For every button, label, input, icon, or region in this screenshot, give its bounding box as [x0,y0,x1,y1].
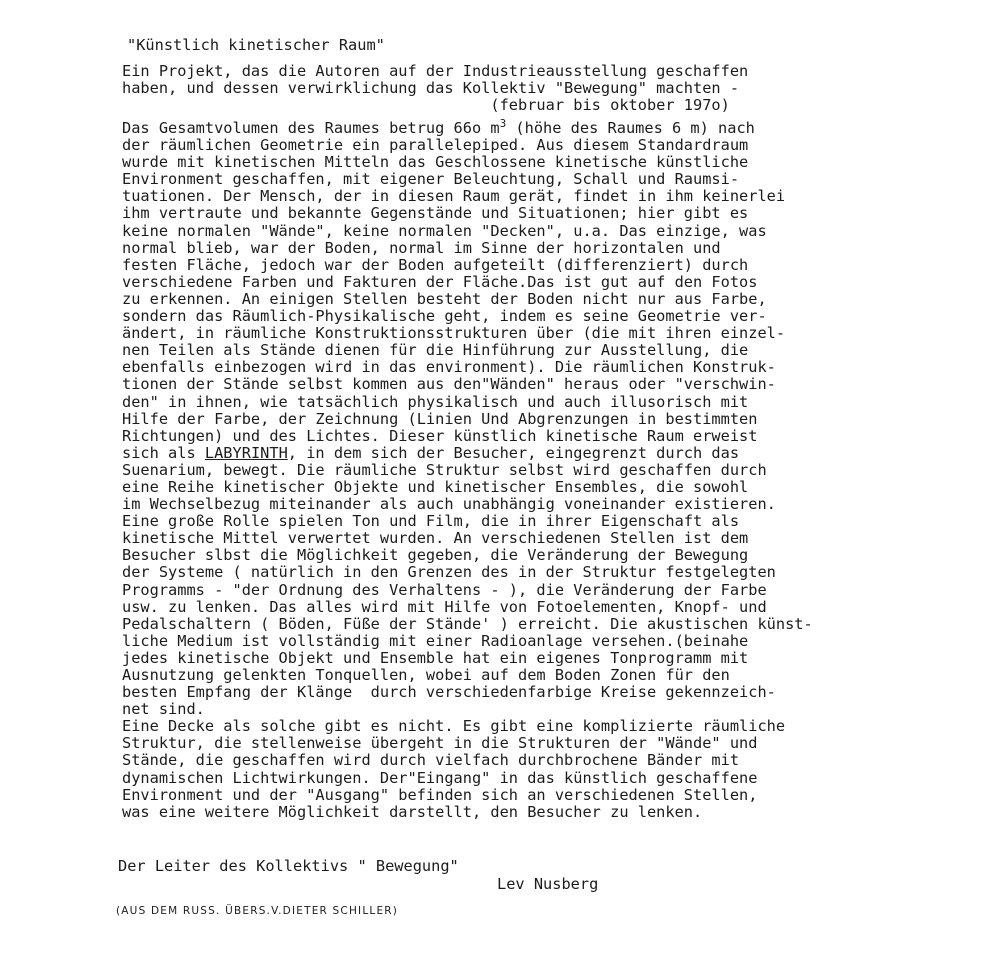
body-line: keine normalen "Wände", keine normalen "Decken", u.a. Das einzige, was [122,221,767,240]
volume-text-rest: (höhe des Raumes 6 m) nach [506,119,755,137]
body-line: kinetische Mittel verwertet wurden. An verschiedenen Stellen ist dem [122,529,749,548]
body-line: der Systeme ( natürlich in den Grenzen des in der Struktur festgelegten [122,563,776,582]
cubic-superscript: 3 [499,117,507,130]
body-line: Hilfe der Farbe, der Zeichnung (Linien Und Abgrenzungen in bestimmten [122,409,758,428]
body-line: normal blieb, war der Boden, normal im Sinne der horizontalen und [122,238,721,257]
body-line: Pedalschaltern ( Böden, Füße der Stände' ) erreicht. Die akustischen künst- [122,614,813,633]
intro-paragraph [122,63,748,114]
body-line: ändert, in räumliche Konstruktionsstrukturen über (die mit ihren einzel- [122,324,786,343]
intro-line: (februar bis oktober 197o) [122,96,730,115]
document-title: "Künstlich kinetischer Raum" [127,36,385,54]
body-line: Environment geschaffen, mit eigener Beleuchtung, Schall und Raumsi- [122,170,740,189]
body-line: Programms - "der Ordnung des Verhaltens - ), die Veränderung der Farbe [122,580,767,599]
body-line: Suenarium, bewegt. Die räumliche Struktur selbst wird geschaffen durch [122,460,767,479]
body-line-labyrinth [122,445,813,462]
body-line: Besucher slbst die Möglichkeit gegeben, die Veränderung der Bewegung [122,546,749,565]
body-line: tionen der Stände selbst kommen aus den"Wänden" heraus oder "verschwin- [122,375,776,394]
body-line: ihm vertraute und bekannte Gegenstände und Situationen; hier gibt es [122,204,749,223]
signature-name: Lev Nusberg [497,875,599,893]
translator-footnote: (AUS DEM RUSS. ÜBERS.V.DIETER SCHILLER) [116,905,399,917]
intro-line: haben, und dessen verwirklichung das Kollektiv "Bewegung" machten - [122,79,740,98]
labyrinth-pre: sich als [122,443,205,462]
body-line: Ausnutzung gelenkten Tonquellen, wobei auf dem Boden Zonen für den [122,666,730,684]
labyrinth-word: LABYRINTH [204,443,288,462]
body-line: wurde mit kinetischen Mitteln das Geschlossene kinetische künstliche [122,153,749,172]
body-line: tuationen. Der Mensch, der in diesen Raum gerät, findet in ihm keinerlei [122,187,786,206]
body-line: Struktur, die stellenweise übergeht in die Strukturen der "Wände" und [122,734,758,753]
body-line: im Wechselbezug miteinander als auch unabhängig voneinander existieren. [122,495,776,514]
body-line: Environment und der "Ausgang" befinden sich an verschiedenen Stellen, [122,785,758,804]
body-line: den" in ihnen, wie tatsächlich physikalisch und auch illusorisch mit [122,392,749,411]
body-line: festen Fläche, jedoch war der Boden aufgeteilt (differenziert) durch [122,255,749,274]
body-line: net sind. [122,700,205,719]
body-line: liche Medium ist vollständig mit einer Radioanlage versehen.(beinahe [122,631,749,650]
body-line: eine Reihe kinetischer Objekte und kinetischer Ensembles, die sowohl [122,477,749,496]
body-line: Eine große Rolle spielen Ton und Film, die in ihrer Eigenschaft als [122,512,740,531]
body-line: verschiedene Farben und Fakturen der Fläche.Das ist gut auf den Fotos [122,272,758,291]
body-line: Eine Decke als solche gibt es nicht. Es gibt eine komplizierte räumliche [122,717,786,736]
body-line: nen Teilen als Stände dienen für die Hinführung zur Ausstellung, die [122,341,749,360]
volume-text: Das Gesamtvolumen des Raumes betrug 66o m [122,119,500,137]
body-line: Stände, die geschaffen wird durch vielfach durchbrochene Bänder mit [122,751,740,770]
signature-line: Der Leiter des Kollektivs " Bewegung" [118,857,459,875]
body-line: usw. zu lenken. Das alles wird mit Hilfe von Fotoelementen, Knopf- und [122,597,767,616]
body-text [122,117,813,821]
body-line: der räumlichen Geometrie ein parallelepiped. Aus diesem Standardraum [122,136,749,155]
body-line: jedes kinetische Objekt und Ensemble hat ein eigenes Tonprogramm mit [122,648,749,667]
body-line: besten Empfang der Klänge durch verschiedenfarbige Kreise gekennzeich- [122,683,776,702]
body-line: zu erkennen. An einigen Stellen besteht der Boden nicht nur aus Farbe, [122,289,767,308]
body-line: ebenfalls einbezogen wird in das environment). Die räumlichen Konstruk- [122,358,776,377]
body-line-volume [122,117,813,137]
body-line: dynamischen Lichtwirkungen. Der"Eingang" in das künstlich geschaffene [122,768,758,787]
body-line: sondern das Räumlich-Physikalische geht, indem es seine Geometrie ver- [122,307,767,326]
body-line: Richtungen) und des Lichtes. Dieser künstlich kinetische Raum erweist [122,426,758,445]
labyrinth-post: , in dem sich der Besucher, eingegrenzt durch das [287,443,740,462]
intro-line: Ein Projekt, das die Autoren auf der Industrieausstellung geschaffen [122,62,749,80]
body-line: was eine weitere Möglichkeit darstellt, den Besucher zu lenken. [122,802,703,821]
